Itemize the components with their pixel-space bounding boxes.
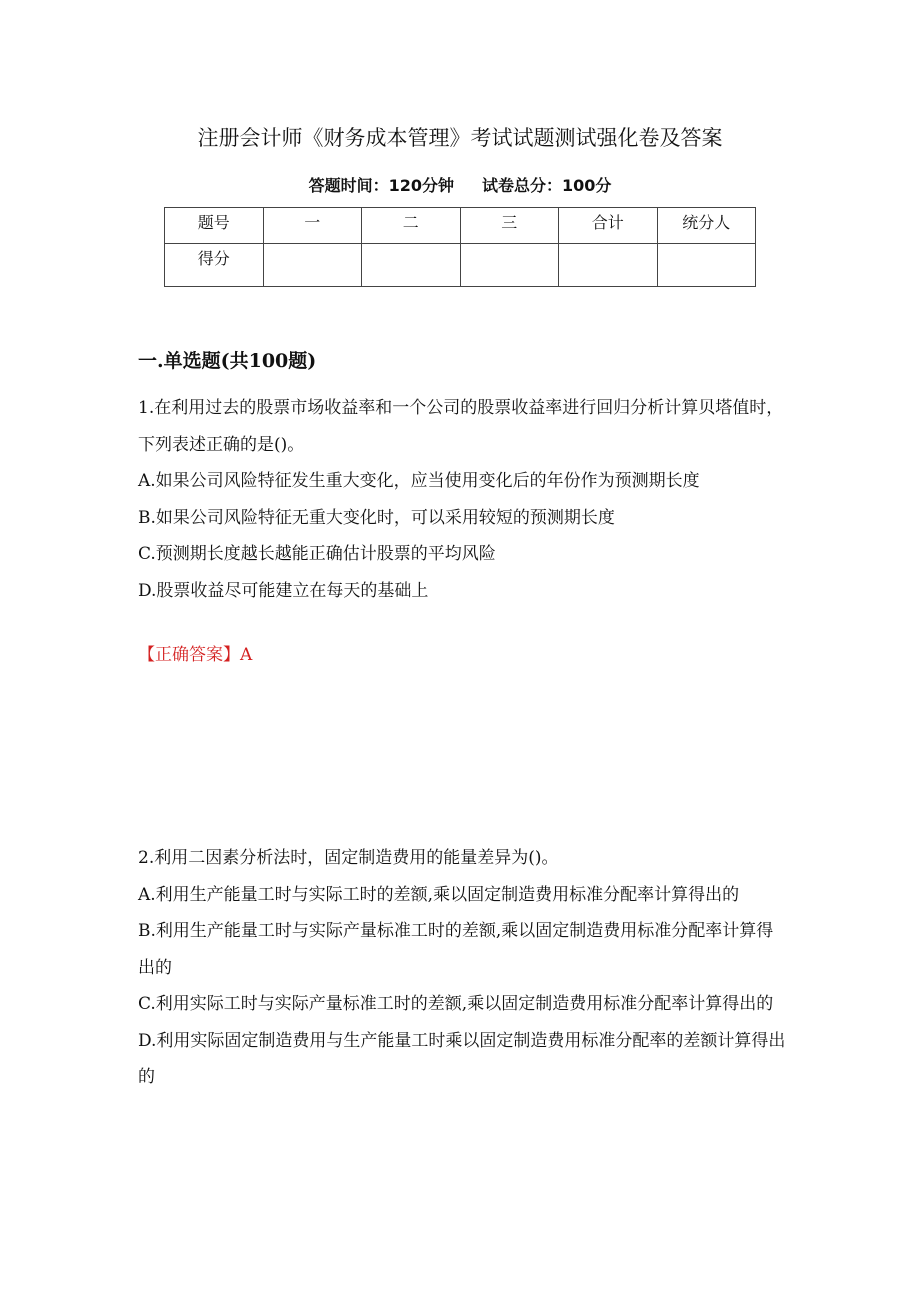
exam-time: 答题时间：120分钟 [308,176,454,195]
option-c: C.利用实际工时与实际产量标准工时的差额,乘以固定制造费用标准分配率计算得出的 [138,994,774,1014]
option-b: B.利用生产能量工时与实际产量标准工时的差额,乘以固定制造费用标准分配率计算得出的 [138,921,774,978]
header-cell: 三 [460,208,559,244]
question-1 [138,390,786,609]
score-cell [362,244,461,287]
section-heading: 一.单选题(共100题) [138,350,317,372]
question-stem: 2.利用二因素分析法时，固定制造费用的能量差异为()。 [138,848,559,868]
option-a: A.如果公司风险特征发生重大变化，应当使用变化后的年份作为预测期长度 [138,471,700,491]
header-cell: 二 [362,208,461,244]
score-table [164,207,756,287]
header-cell: 统分人 [657,208,756,244]
exam-total-score: 试卷总分：100分 [482,176,612,195]
option-d: D.股票收益尽可能建立在每天的基础上 [138,580,429,601]
option-d: D.利用实际固定制造费用与生产能量工时乘以固定制造费用标准分配率的差额计算得出的 [138,1030,786,1087]
header-cell: 题号 [165,208,264,244]
header-cell: 一 [263,208,362,244]
question-stem: 1.在利用过去的股票市场收益率和一个公司的股票收益率进行回归分析计算贝塔值时，下列表述正确的是()。 [138,398,784,455]
score-cell [559,244,658,287]
header-cell: 合计 [559,208,658,244]
score-cell [263,244,362,287]
option-c: C.预测期长度越长越能正确估计股票的平均风险 [138,544,496,564]
page-title: 注册会计师《财务成本管理》考试试题测试强化卷及答案 [197,126,723,150]
question-2 [138,840,786,1096]
score-cell [460,244,559,287]
option-b: B.如果公司风险特征无重大变化时，可以采用较短的预测期长度 [138,507,615,528]
score-cell [657,244,756,287]
row-label: 得分 [165,244,264,287]
exam-info [0,173,920,196]
correct-answer: 【正确答案】A [138,645,253,665]
option-a: A.利用生产能量工时与实际工时的差额,乘以固定制造费用标准分配率计算得出的 [138,884,740,905]
